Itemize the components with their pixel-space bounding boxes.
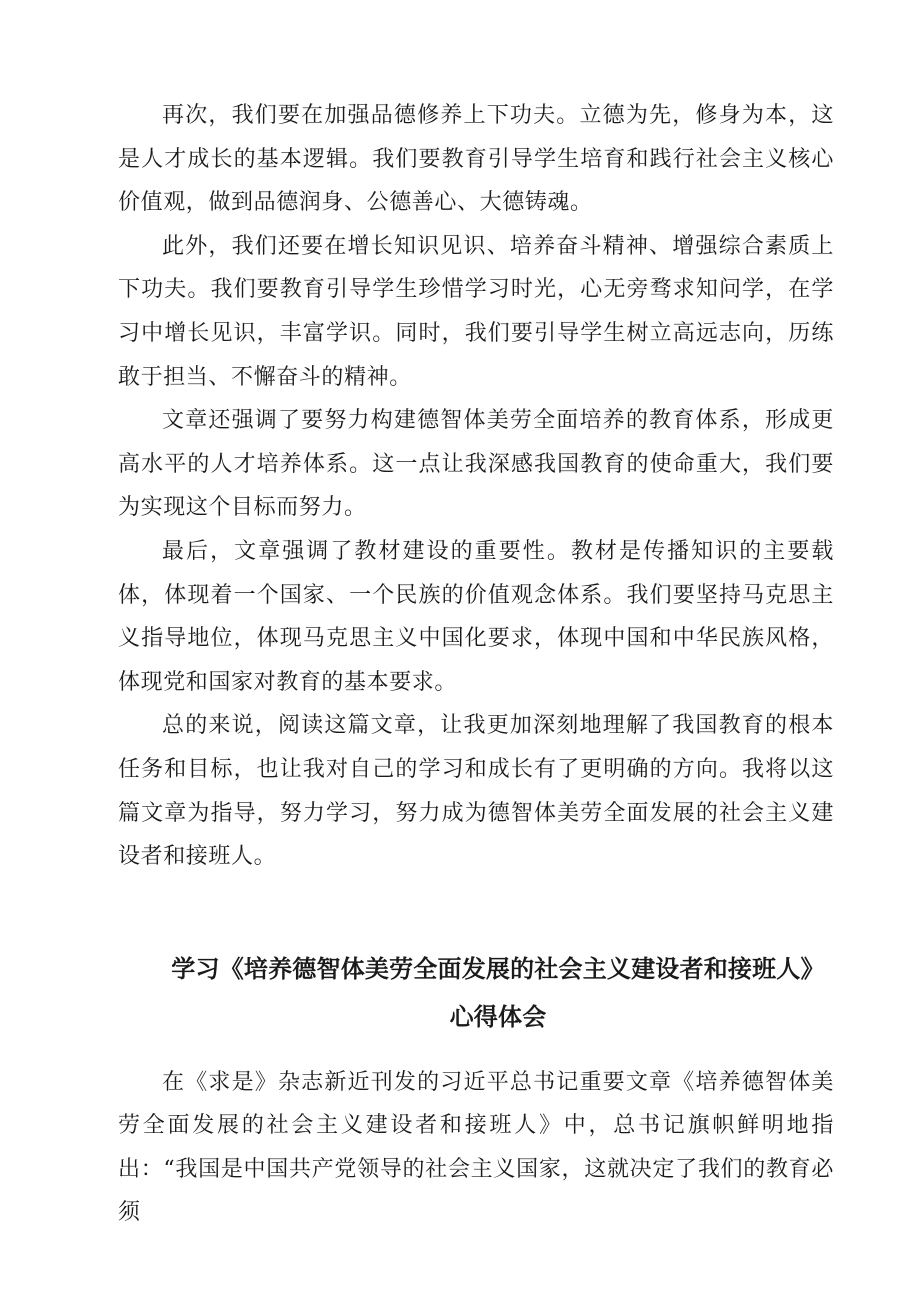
paragraph-qiushi-intro: 在《求是》杂志新近刊发的习近平总书记重要文章《培养德智体美劳全面发展的社会主义建设者和接班人》中，总书记旗帜鲜明地指出：“我国是中国共产党领导的社会主义国家，这就决定了我们的教育必须 [118,1069,834,1226]
section-heading: 学习《培养德智体美劳全面发展的社会主义建设者和接班人》心得体会 [171,954,825,1031]
document-page [118,94,834,1235]
paragraph-knowledge-and-spirit: 此外，我们还要在增长知识见识、培养奋斗精神、增强综合素质上下功夫。我们要教育引导学生珍惜学习时光，心无旁骛求知问学，在学习中增长见识，丰富学识。同时，我们要引导学生树立高远志向，历练敢于担当、不懈奋斗的精神。 [118,233,834,390]
paragraph-conclusion: 总的来说，阅读这篇文章，让我更加深刻地理解了我国教育的根本任务和目标，也让我对自己的学习和成长有了更明确的方向。我将以这篇文章为指导，努力学习，努力成为德智体美劳全面发展的社会主义建设者和接班人。 [118,713,834,870]
paragraph-textbook-construction: 最后，文章强调了教材建设的重要性。教材是传播知识的主要载体，体现着一个国家、一个民族的价值观念体系。我们要坚持马克思主义指导地位，体现马克思主义中国化要求，体现中国和中华民族风格，体现党和国家对教育的基本要求。 [118,538,834,695]
paragraph-education-system: 文章还强调了要努力构建德智体美劳全面培养的教育体系，形成更高水平的人才培养体系。这一点让我深感我国教育的使命重大，我们要为实现这个目标而努力。 [118,408,834,521]
paragraph-moral-cultivation: 再次，我们要在加强品德修养上下功夫。立德为先，修身为本，这是人才成长的基本逻辑。我们要教育引导学生培育和践行社会主义核心价值观，做到品德润身、公德善心、大德铸魂。 [118,103,834,216]
